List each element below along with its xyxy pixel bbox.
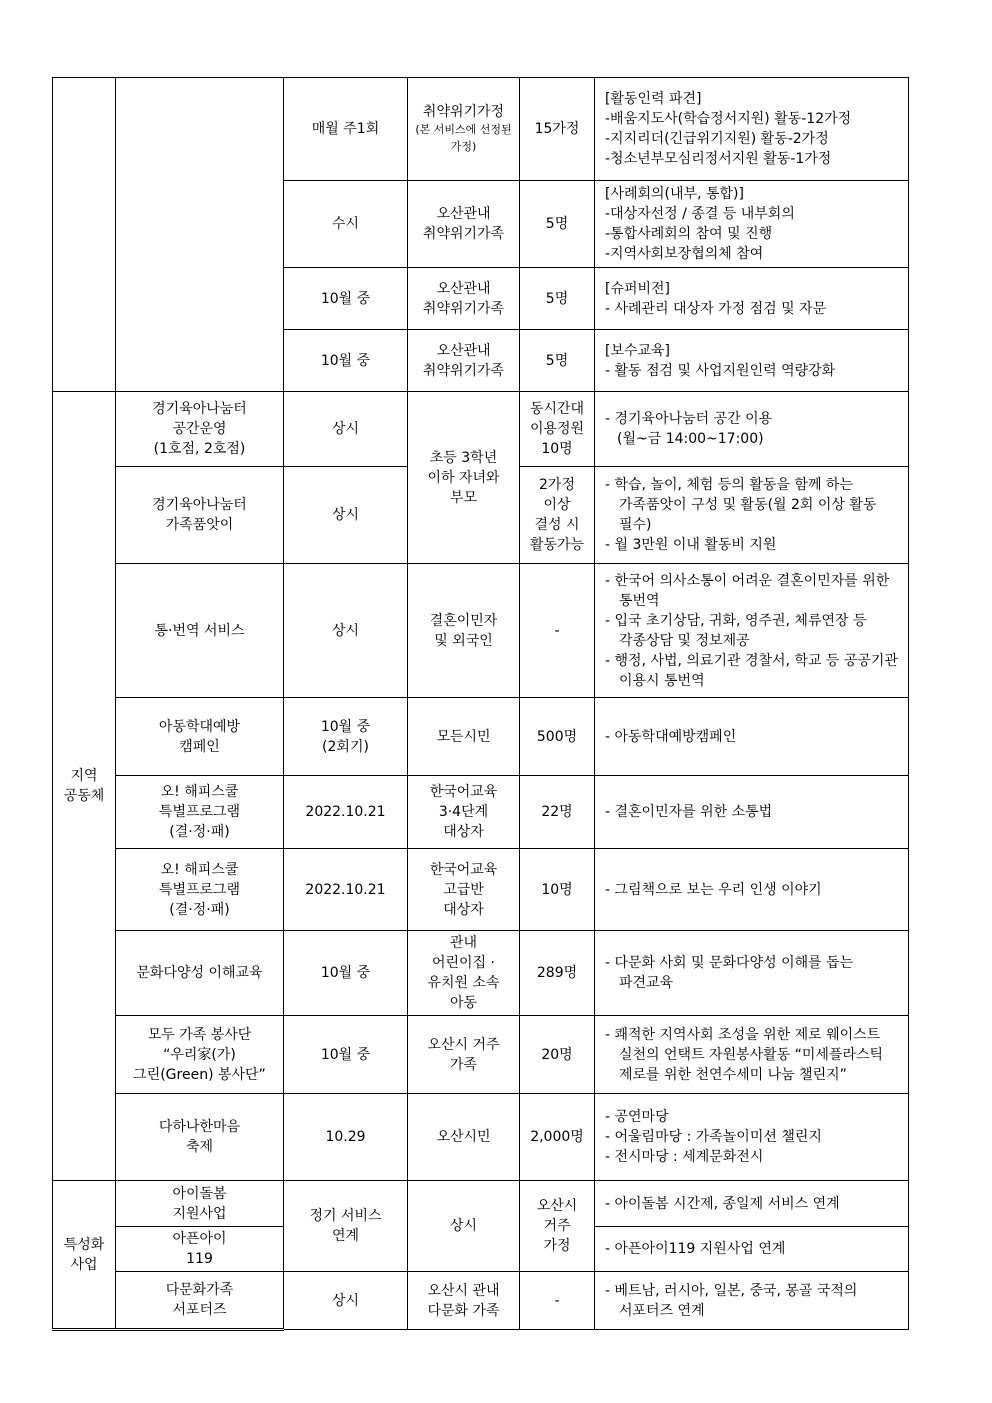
target-cell: 결혼이민자 및 외국인 xyxy=(408,564,520,698)
schedule-cell: 10월 중 (2회기) xyxy=(284,698,408,776)
schedule-cell: 상시 xyxy=(284,392,408,467)
content-cell: - 결혼이민자를 위한 소통법 xyxy=(595,776,909,849)
content-cell: [사례회의(내부, 통합)] -대상자선정 / 종결 등 내부회의 -통합사례회의 참여 및 진행 -지역사회보장협의체 참여 xyxy=(595,181,909,268)
count-cell: - xyxy=(520,1272,595,1330)
target-cell: 모든시민 xyxy=(408,698,520,776)
program-name-cell: 문화다양성 이해교육 xyxy=(116,931,284,1016)
schedule-cell: 정기 서비스 연계 xyxy=(284,1181,408,1272)
target-cell: 취약위기가정 (본 서비스에 선정된 가정) xyxy=(408,78,520,181)
program-name-cell: 아이돌봄 지원사업 xyxy=(116,1181,284,1227)
target-cell: 상시 xyxy=(408,1181,520,1272)
content-cell: - 학습, 놀이, 체험 등의 활동을 함께 하는 가족품앗이 구성 및 활동(월 2회 이상 활동 필수) - 월 3만원 이내 활동비 지원 xyxy=(595,467,909,564)
content-cell: - 아동학대예방캠페인 xyxy=(595,698,909,776)
count-cell: 5명 xyxy=(520,268,595,330)
schedule-cell: 10월 중 xyxy=(284,268,408,330)
target-cell: 초등 3학년 이하 자녀와 부모 xyxy=(408,392,520,564)
program-name-cell: 오! 해피스쿨 특별프로그램 (결·정·패) xyxy=(116,776,284,849)
content-cell: - 쾌적한 지역사회 조성을 위한 제로 웨이스트 실천의 언택트 자원봉사활동 “미세플라스틱 제로를 위한 천연수세미 나눔 챌린지” xyxy=(595,1016,909,1094)
program-name-cell: 아동학대예방 캠페인 xyxy=(116,698,284,776)
content-cell: - 한국어 의사소통이 어려운 결혼이민자를 위한 통번역 - 입국 초기상담, 귀화, 영주권, 체류연장 등 각종상담 및 정보제공 - 행정, 사법, 의료기관 경찰서, 학교 등 공공기관 이용시 통번역 xyxy=(595,564,909,698)
program-name-cell: 다하나한마음 축제 xyxy=(116,1094,284,1181)
table-row xyxy=(53,78,909,181)
count-cell: 10명 xyxy=(520,849,595,931)
schedule-cell: 상시 xyxy=(284,564,408,698)
program-name-cell: 오! 해피스쿨 특별프로그램 (결·정·패) xyxy=(116,849,284,931)
count-cell: 500명 xyxy=(520,698,595,776)
count-cell: 15가정 xyxy=(520,78,595,181)
target-cell: 오산관내 취약위기가족 xyxy=(408,330,520,392)
content-cell: [슈퍼비전] - 사례관리 대상자 가정 점검 및 자문 xyxy=(595,268,909,330)
program-name-cell xyxy=(116,78,284,392)
schedule-cell: 상시 xyxy=(284,1272,408,1330)
table-row xyxy=(53,849,909,931)
section-cell: 특성화 사업 xyxy=(53,1181,116,1330)
count-cell: 20명 xyxy=(520,1016,595,1094)
schedule-cell: 상시 xyxy=(284,467,408,564)
program-name-cell: 경기육아나눔터 공간운영 (1호점, 2호점) xyxy=(116,392,284,467)
target-cell: 오산관내 취약위기가족 xyxy=(408,181,520,268)
table-row xyxy=(53,1272,909,1330)
target-cell: 한국어교육 고급반 대상자 xyxy=(408,849,520,931)
section-cell xyxy=(53,78,116,392)
schedule-cell: 10월 중 xyxy=(284,330,408,392)
count-cell: 2가정 이상 결성 시 활동가능 xyxy=(520,467,595,564)
count-cell: - xyxy=(520,564,595,698)
count-cell: 289명 xyxy=(520,931,595,1016)
program-name-cell: 경기육아나눔터 가족품앗이 xyxy=(116,467,284,564)
table-row xyxy=(53,776,909,849)
content-cell: - 베트남, 러시아, 일본, 중국, 몽골 국적의 서포터즈 연계 xyxy=(595,1272,909,1330)
schedule-cell: 2022.10.21 xyxy=(284,776,408,849)
table-row xyxy=(53,392,909,467)
table-row xyxy=(53,1094,909,1181)
program-name-cell: 아픈아이 119 xyxy=(116,1227,284,1272)
target-cell: 한국어교육 3·4단계 대상자 xyxy=(408,776,520,849)
count-cell: 2,000명 xyxy=(520,1094,595,1181)
content-cell: - 그림책으로 보는 우리 인생 이야기 xyxy=(595,849,909,931)
target-cell: 오산관내 취약위기가족 xyxy=(408,268,520,330)
schedule-cell: 10.29 xyxy=(284,1094,408,1181)
count-cell: 동시간대 이용정원 10명 xyxy=(520,392,595,467)
count-cell: 5명 xyxy=(520,330,595,392)
target-cell: 오산시민 xyxy=(408,1094,520,1181)
target-cell: 오산시 거주 가족 xyxy=(408,1016,520,1094)
count-cell: 22명 xyxy=(520,776,595,849)
schedule-cell: 매월 주1회 xyxy=(284,78,408,181)
schedule-cell: 2022.10.21 xyxy=(284,849,408,931)
section-cell: 지역 공동체 xyxy=(53,392,116,1181)
table-row xyxy=(53,564,909,698)
content-cell: [활동인력 파견] -배움지도사(학습정서지원) 활동-12가정 -지지리더(긴급위기지원) 활동-2가정 -청소년부모심리정서지원 활동-1가정 xyxy=(595,78,909,181)
table-row xyxy=(53,1016,909,1094)
count-cell: 5명 xyxy=(520,181,595,268)
program-schedule-table xyxy=(52,77,909,1331)
content-cell: [보수교육] - 활동 점검 및 사업지원인력 역량강화 xyxy=(595,330,909,392)
target-cell: 오산시 관내 다문화 가족 xyxy=(408,1272,520,1330)
target-cell: 관내 어린이집 · 유치원 소속 아동 xyxy=(408,931,520,1016)
program-name-cell: 모두 가족 봉사단 “우리家(가) 그린(Green) 봉사단” xyxy=(116,1016,284,1094)
schedule-cell: 10월 중 xyxy=(284,931,408,1016)
content-cell: - 경기육아나눔터 공간 이용 (월~금 14:00~17:00) xyxy=(595,392,909,467)
program-name-cell: 다문화가족 서포터즈 xyxy=(116,1272,284,1330)
content-cell: - 아픈아이119 지원사업 연계 xyxy=(595,1227,909,1272)
schedule-cell: 10월 중 xyxy=(284,1016,408,1094)
program-name-cell: 통·번역 서비스 xyxy=(116,564,284,698)
table-row xyxy=(53,698,909,776)
schedule-cell: 수시 xyxy=(284,181,408,268)
content-cell: - 아이돌봄 시간제, 종일제 서비스 연계 xyxy=(595,1181,909,1227)
content-cell: - 다문화 사회 및 문화다양성 이해를 돕는 파견교육 xyxy=(595,931,909,1016)
content-cell: - 공연마당 - 어울림마당 : 가족놀이미션 챌린지 - 전시마당 : 세계문화전시 xyxy=(595,1094,909,1181)
table-row xyxy=(53,1181,909,1227)
table-row xyxy=(53,931,909,1016)
count-cell: 오산시 거주 가정 xyxy=(520,1181,595,1272)
